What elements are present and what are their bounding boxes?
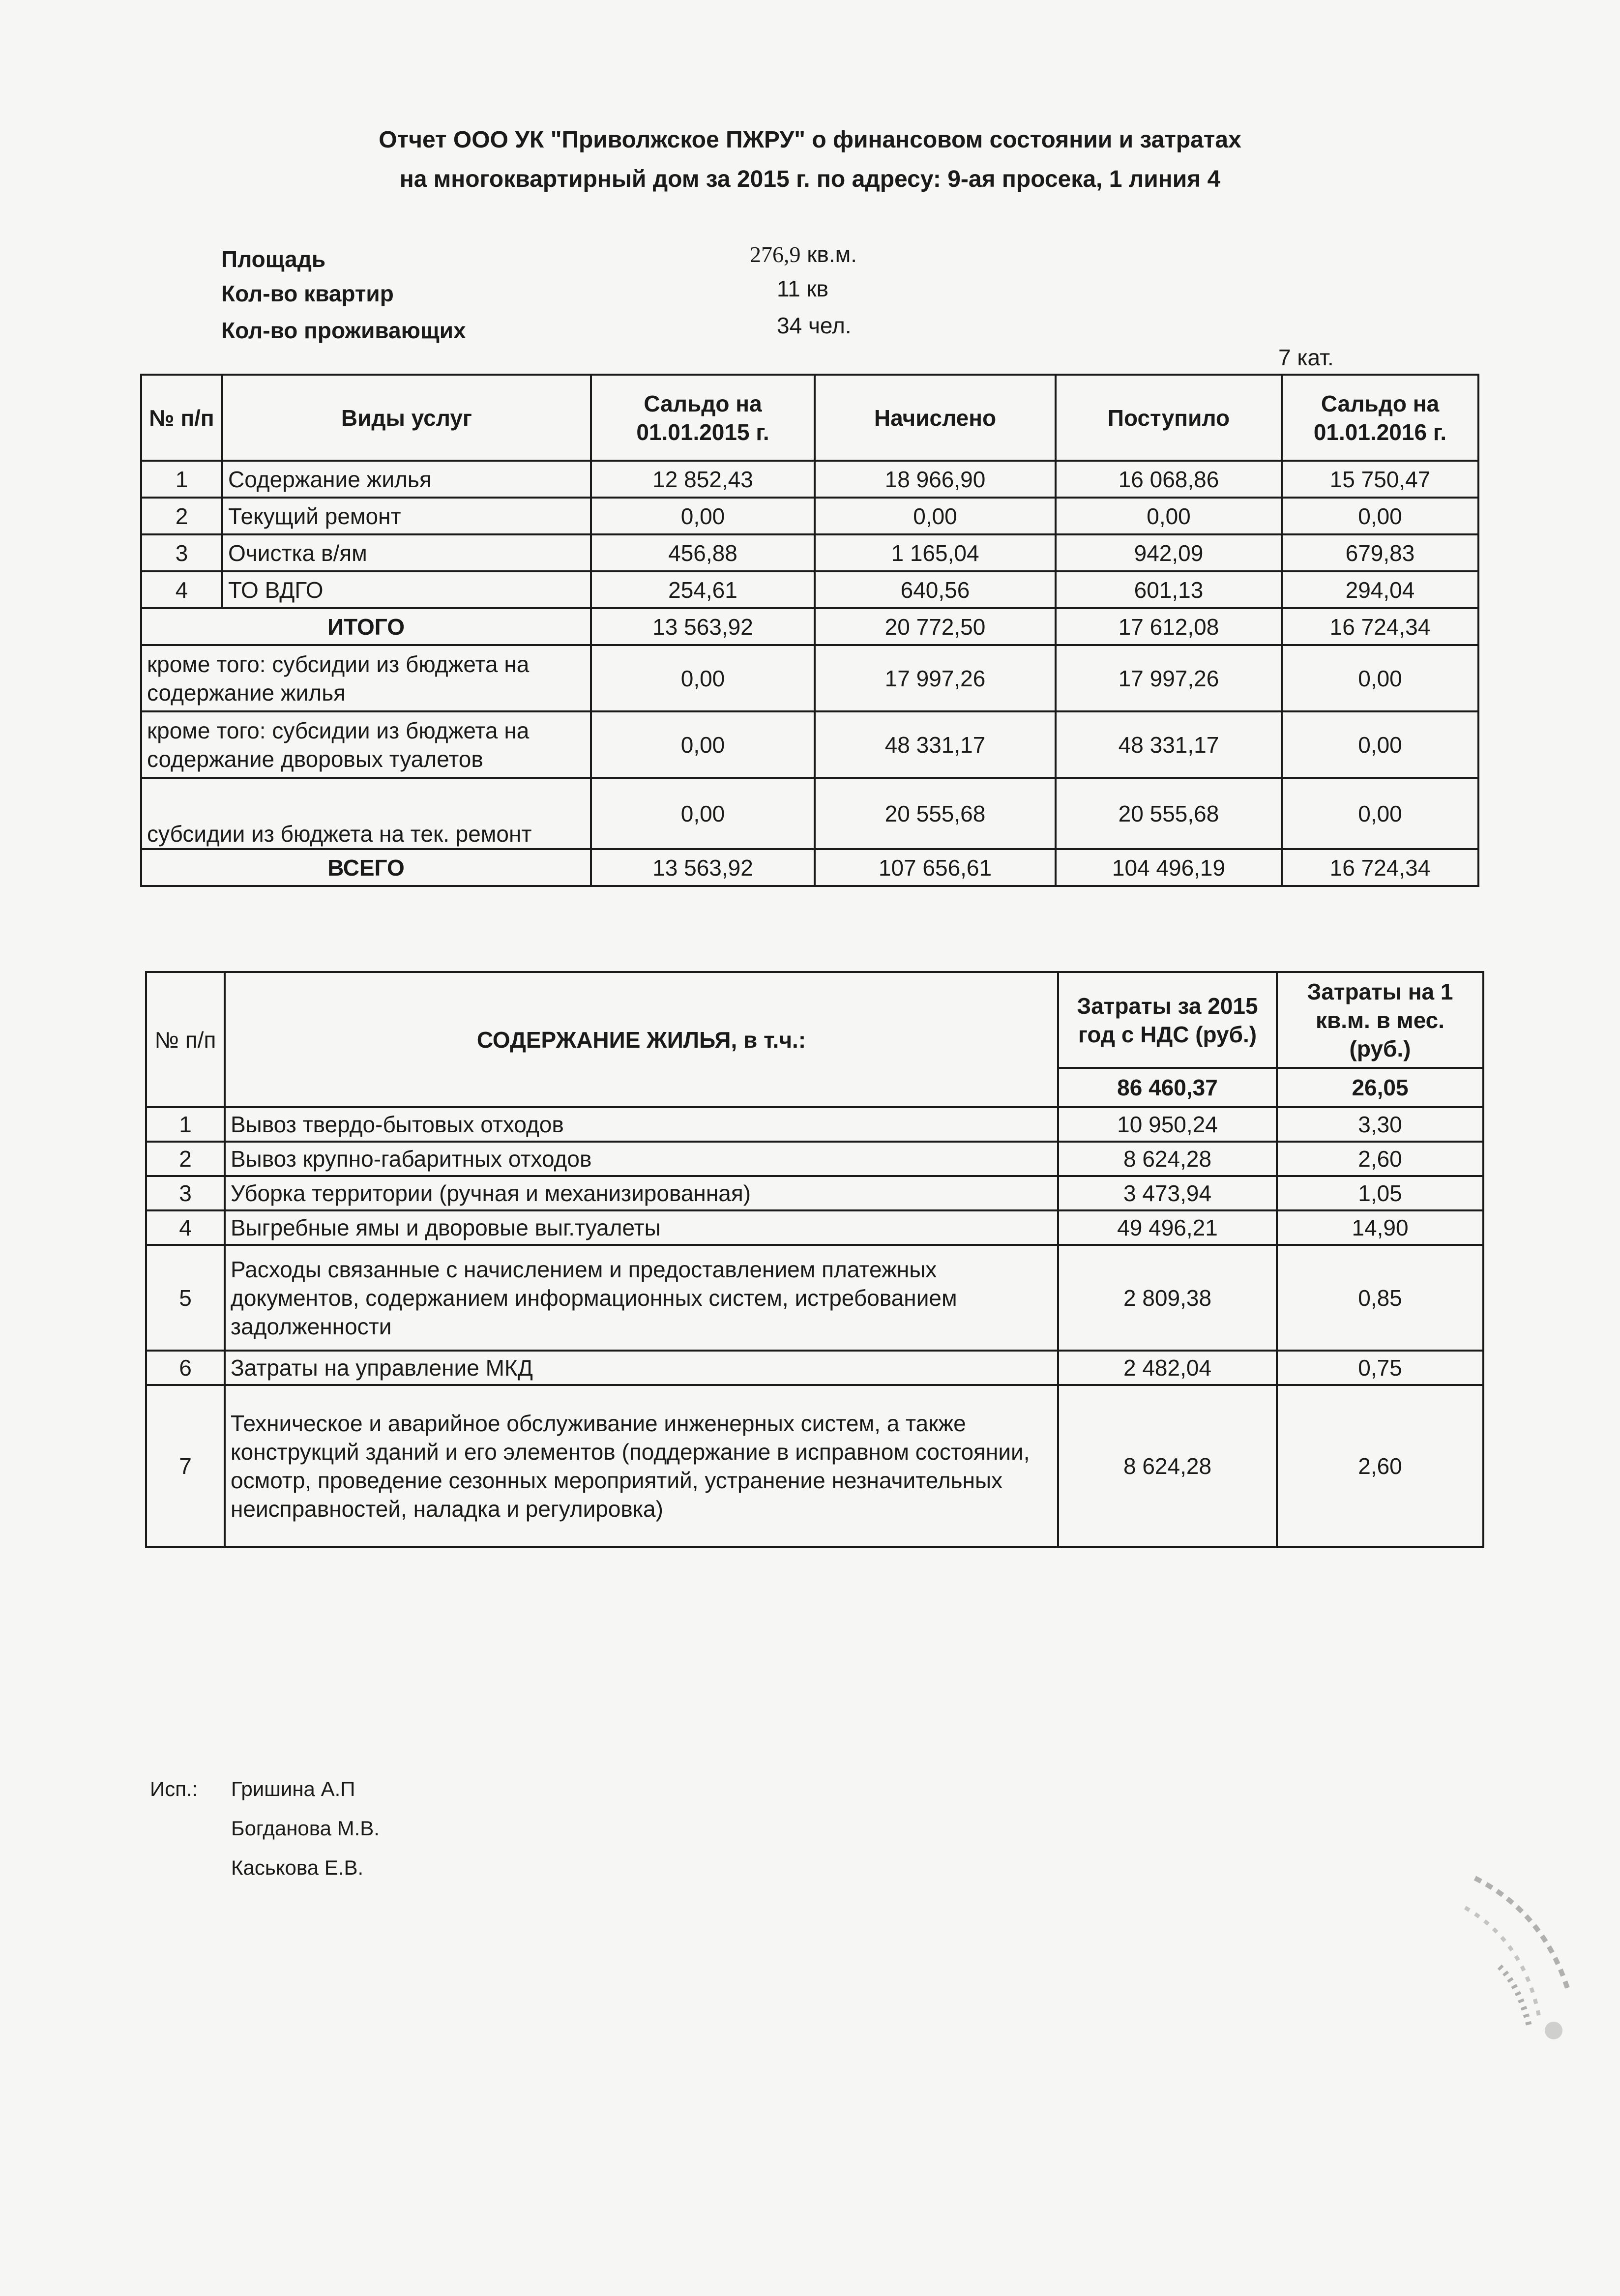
stamp-fragment-icon xyxy=(1455,1868,1603,2055)
total-cost: 86 460,37 xyxy=(1058,1068,1277,1107)
row-received: 601,13 xyxy=(1056,571,1282,608)
header-per-m2: Затраты на 1 кв.м. в мес. (руб.) xyxy=(1277,972,1483,1068)
finance-table xyxy=(140,374,1479,887)
subsidy-name: кроме того: субсидии из бюджета на содержание дворовых туалетов xyxy=(141,711,591,778)
residents-value xyxy=(777,312,852,339)
vsego-balance-2016: 16 724,34 xyxy=(1282,849,1478,886)
row-name: Затраты на управление МКД xyxy=(225,1351,1058,1385)
subsidy-charged: 20 555,68 xyxy=(815,778,1056,849)
itogo-balance-2016: 16 724,34 xyxy=(1282,608,1478,645)
row-num: 6 xyxy=(146,1351,225,1385)
row-name: Вывоз крупно-габаритных отходов xyxy=(225,1142,1058,1176)
row-name: Выгребные ямы и дворовые выг.туалеты xyxy=(225,1210,1058,1245)
row-cost: 8 624,28 xyxy=(1058,1385,1277,1547)
report-title-line2: на многоквартирный дом за 2015 г. по адресу: 9-ая просека, 1 линия 4 xyxy=(399,166,1221,192)
subsidy-name: субсидии из бюджета на тек. ремонт xyxy=(141,778,591,849)
row-num: 1 xyxy=(146,1107,225,1142)
row-balance-2016: 679,83 xyxy=(1282,534,1478,571)
row-balance-2016: 294,04 xyxy=(1282,571,1478,608)
executor-name: Богданова М.В. xyxy=(231,1817,380,1840)
header-balance-2015: Сальдо на 01.01.2015 г. xyxy=(591,375,815,461)
finance-header-row xyxy=(141,375,1478,461)
row-name: Уборка территории (ручная и механизированная) xyxy=(225,1176,1058,1210)
subsidy-row xyxy=(141,778,1478,849)
header-charged: Начислено xyxy=(815,375,1056,461)
subsidy-received: 20 555,68 xyxy=(1056,778,1282,849)
itogo-charged: 20 772,50 xyxy=(815,608,1056,645)
subsidy-balance-2015: 0,00 xyxy=(591,778,815,849)
vsego-label: ВСЕГО xyxy=(141,849,591,886)
row-balance-2016: 0,00 xyxy=(1282,498,1478,534)
executor-name: Гришина А.П xyxy=(231,1777,355,1800)
header-service: Виды услуг xyxy=(222,375,591,461)
residents-unit: чел. xyxy=(808,313,852,338)
row-num: 1 xyxy=(141,461,222,498)
row-num: 5 xyxy=(146,1245,225,1351)
residents-number: 34 xyxy=(777,313,802,338)
row-cost: 10 950,24 xyxy=(1058,1107,1277,1142)
category-label: 7 кат. xyxy=(1278,345,1334,370)
table-row xyxy=(146,1142,1483,1176)
row-cost: 49 496,21 xyxy=(1058,1210,1277,1245)
area-label: Площадь xyxy=(221,246,326,272)
header-balance-2016: Сальдо на 01.01.2016 г. xyxy=(1282,375,1478,461)
itogo-balance-2015: 13 563,92 xyxy=(591,608,815,645)
row-charged: 640,56 xyxy=(815,571,1056,608)
vsego-row xyxy=(141,849,1478,886)
subsidy-balance-2016: 0,00 xyxy=(1282,778,1478,849)
subsidy-charged: 17 997,26 xyxy=(815,645,1056,711)
table-row xyxy=(146,1245,1483,1351)
total-per-m2: 26,05 xyxy=(1277,1068,1483,1107)
subsidy-balance-2016: 0,00 xyxy=(1282,645,1478,711)
apartments-number: 11 xyxy=(777,276,800,301)
row-per-m2: 0,85 xyxy=(1277,1245,1483,1351)
row-cost: 2 482,04 xyxy=(1058,1351,1277,1385)
table-row xyxy=(146,1176,1483,1210)
table-row xyxy=(141,571,1478,608)
row-balance-2015: 12 852,43 xyxy=(591,461,815,498)
itogo-received: 17 612,08 xyxy=(1056,608,1282,645)
row-balance-2016: 15 750,47 xyxy=(1282,461,1478,498)
vsego-received: 104 496,19 xyxy=(1056,849,1282,886)
row-cost: 8 624,28 xyxy=(1058,1142,1277,1176)
row-service: Текущий ремонт xyxy=(222,498,591,534)
row-num: 7 xyxy=(146,1385,225,1547)
area-number: 276,9 xyxy=(750,242,801,267)
row-per-m2: 3,30 xyxy=(1277,1107,1483,1142)
subsidy-balance-2015: 0,00 xyxy=(591,645,815,711)
apartments-unit: кв xyxy=(806,276,829,301)
subsidy-balance-2015: 0,00 xyxy=(591,711,815,778)
row-service: Очистка в/ям xyxy=(222,534,591,571)
expenses-header-row xyxy=(146,972,1483,1068)
row-cost: 3 473,94 xyxy=(1058,1176,1277,1210)
subsidy-name: кроме того: субсидии из бюджета на содержание жилья xyxy=(141,645,591,711)
row-service: ТО ВДГО xyxy=(222,571,591,608)
row-num: 4 xyxy=(141,571,222,608)
row-balance-2015: 0,00 xyxy=(591,498,815,534)
vsego-balance-2015: 13 563,92 xyxy=(591,849,815,886)
subsidy-row xyxy=(141,645,1478,711)
row-balance-2015: 254,61 xyxy=(591,571,815,608)
row-charged: 1 165,04 xyxy=(815,534,1056,571)
subsidy-received: 48 331,17 xyxy=(1056,711,1282,778)
table-row xyxy=(141,461,1478,498)
row-num: 3 xyxy=(141,534,222,571)
executor-name: Каськова Е.В. xyxy=(231,1856,364,1879)
subsidy-charged: 48 331,17 xyxy=(815,711,1056,778)
row-per-m2: 0,75 xyxy=(1277,1351,1483,1385)
header-num: № п/п xyxy=(146,972,225,1107)
row-charged: 0,00 xyxy=(815,498,1056,534)
row-num: 4 xyxy=(146,1210,225,1245)
table-row xyxy=(141,498,1478,534)
subsidy-row xyxy=(141,711,1478,778)
row-per-m2: 14,90 xyxy=(1277,1210,1483,1245)
itogo-label: ИТОГО xyxy=(141,608,591,645)
executors-label: Исп.: xyxy=(150,1777,198,1800)
table-row xyxy=(141,534,1478,571)
row-charged: 18 966,90 xyxy=(815,461,1056,498)
report-title-line1: Отчет ООО УК "Приволжское ПЖРУ" о финансовом состоянии и затратах xyxy=(379,127,1241,153)
expenses-table xyxy=(145,971,1484,1548)
row-service: Содержание жилья xyxy=(222,461,591,498)
row-name: Вывоз твердо-бытовых отходов xyxy=(225,1107,1058,1142)
table-row xyxy=(146,1351,1483,1385)
table-row xyxy=(146,1210,1483,1245)
apartments-label: Кол-во квартир xyxy=(221,281,394,306)
row-per-m2: 1,05 xyxy=(1277,1176,1483,1210)
row-num: 3 xyxy=(146,1176,225,1210)
row-received: 0,00 xyxy=(1056,498,1282,534)
subsidy-received: 17 997,26 xyxy=(1056,645,1282,711)
itogo-row xyxy=(141,608,1478,645)
header-received: Поступило xyxy=(1056,375,1282,461)
area-unit: кв.м. xyxy=(807,241,857,267)
row-per-m2: 2,60 xyxy=(1277,1142,1483,1176)
vsego-charged: 107 656,61 xyxy=(815,849,1056,886)
header-title: СОДЕРЖАНИЕ ЖИЛЬЯ, в т.ч.: xyxy=(225,972,1058,1107)
header-cost: Затраты за 2015 год с НДС (руб.) xyxy=(1058,972,1277,1068)
row-num: 2 xyxy=(141,498,222,534)
header-num: № п/п xyxy=(141,375,222,461)
row-received: 942,09 xyxy=(1056,534,1282,571)
table-row xyxy=(146,1107,1483,1142)
table-row xyxy=(146,1385,1483,1547)
row-received: 16 068,86 xyxy=(1056,461,1282,498)
subsidy-balance-2016: 0,00 xyxy=(1282,711,1478,778)
row-name: Расходы связанные с начислением и предоставлением платежных документов, содержанием информационных систем, истребованием задолженности xyxy=(225,1245,1058,1351)
row-num: 2 xyxy=(146,1142,225,1176)
residents-label: Кол-во проживающих xyxy=(221,318,466,343)
row-name: Техническое и аварийное обслуживание инженерных систем, а также конструкций зданий и его элементов (поддержание в исправном состоянии, осмотр, проведение сезонных мероприятий, устранение незначительных неисправностей, наладка и регулировка) xyxy=(225,1385,1058,1547)
row-cost: 2 809,38 xyxy=(1058,1245,1277,1351)
apartments-value xyxy=(777,275,828,302)
row-balance-2015: 456,88 xyxy=(591,534,815,571)
area-value xyxy=(750,241,857,267)
row-per-m2: 2,60 xyxy=(1277,1385,1483,1547)
